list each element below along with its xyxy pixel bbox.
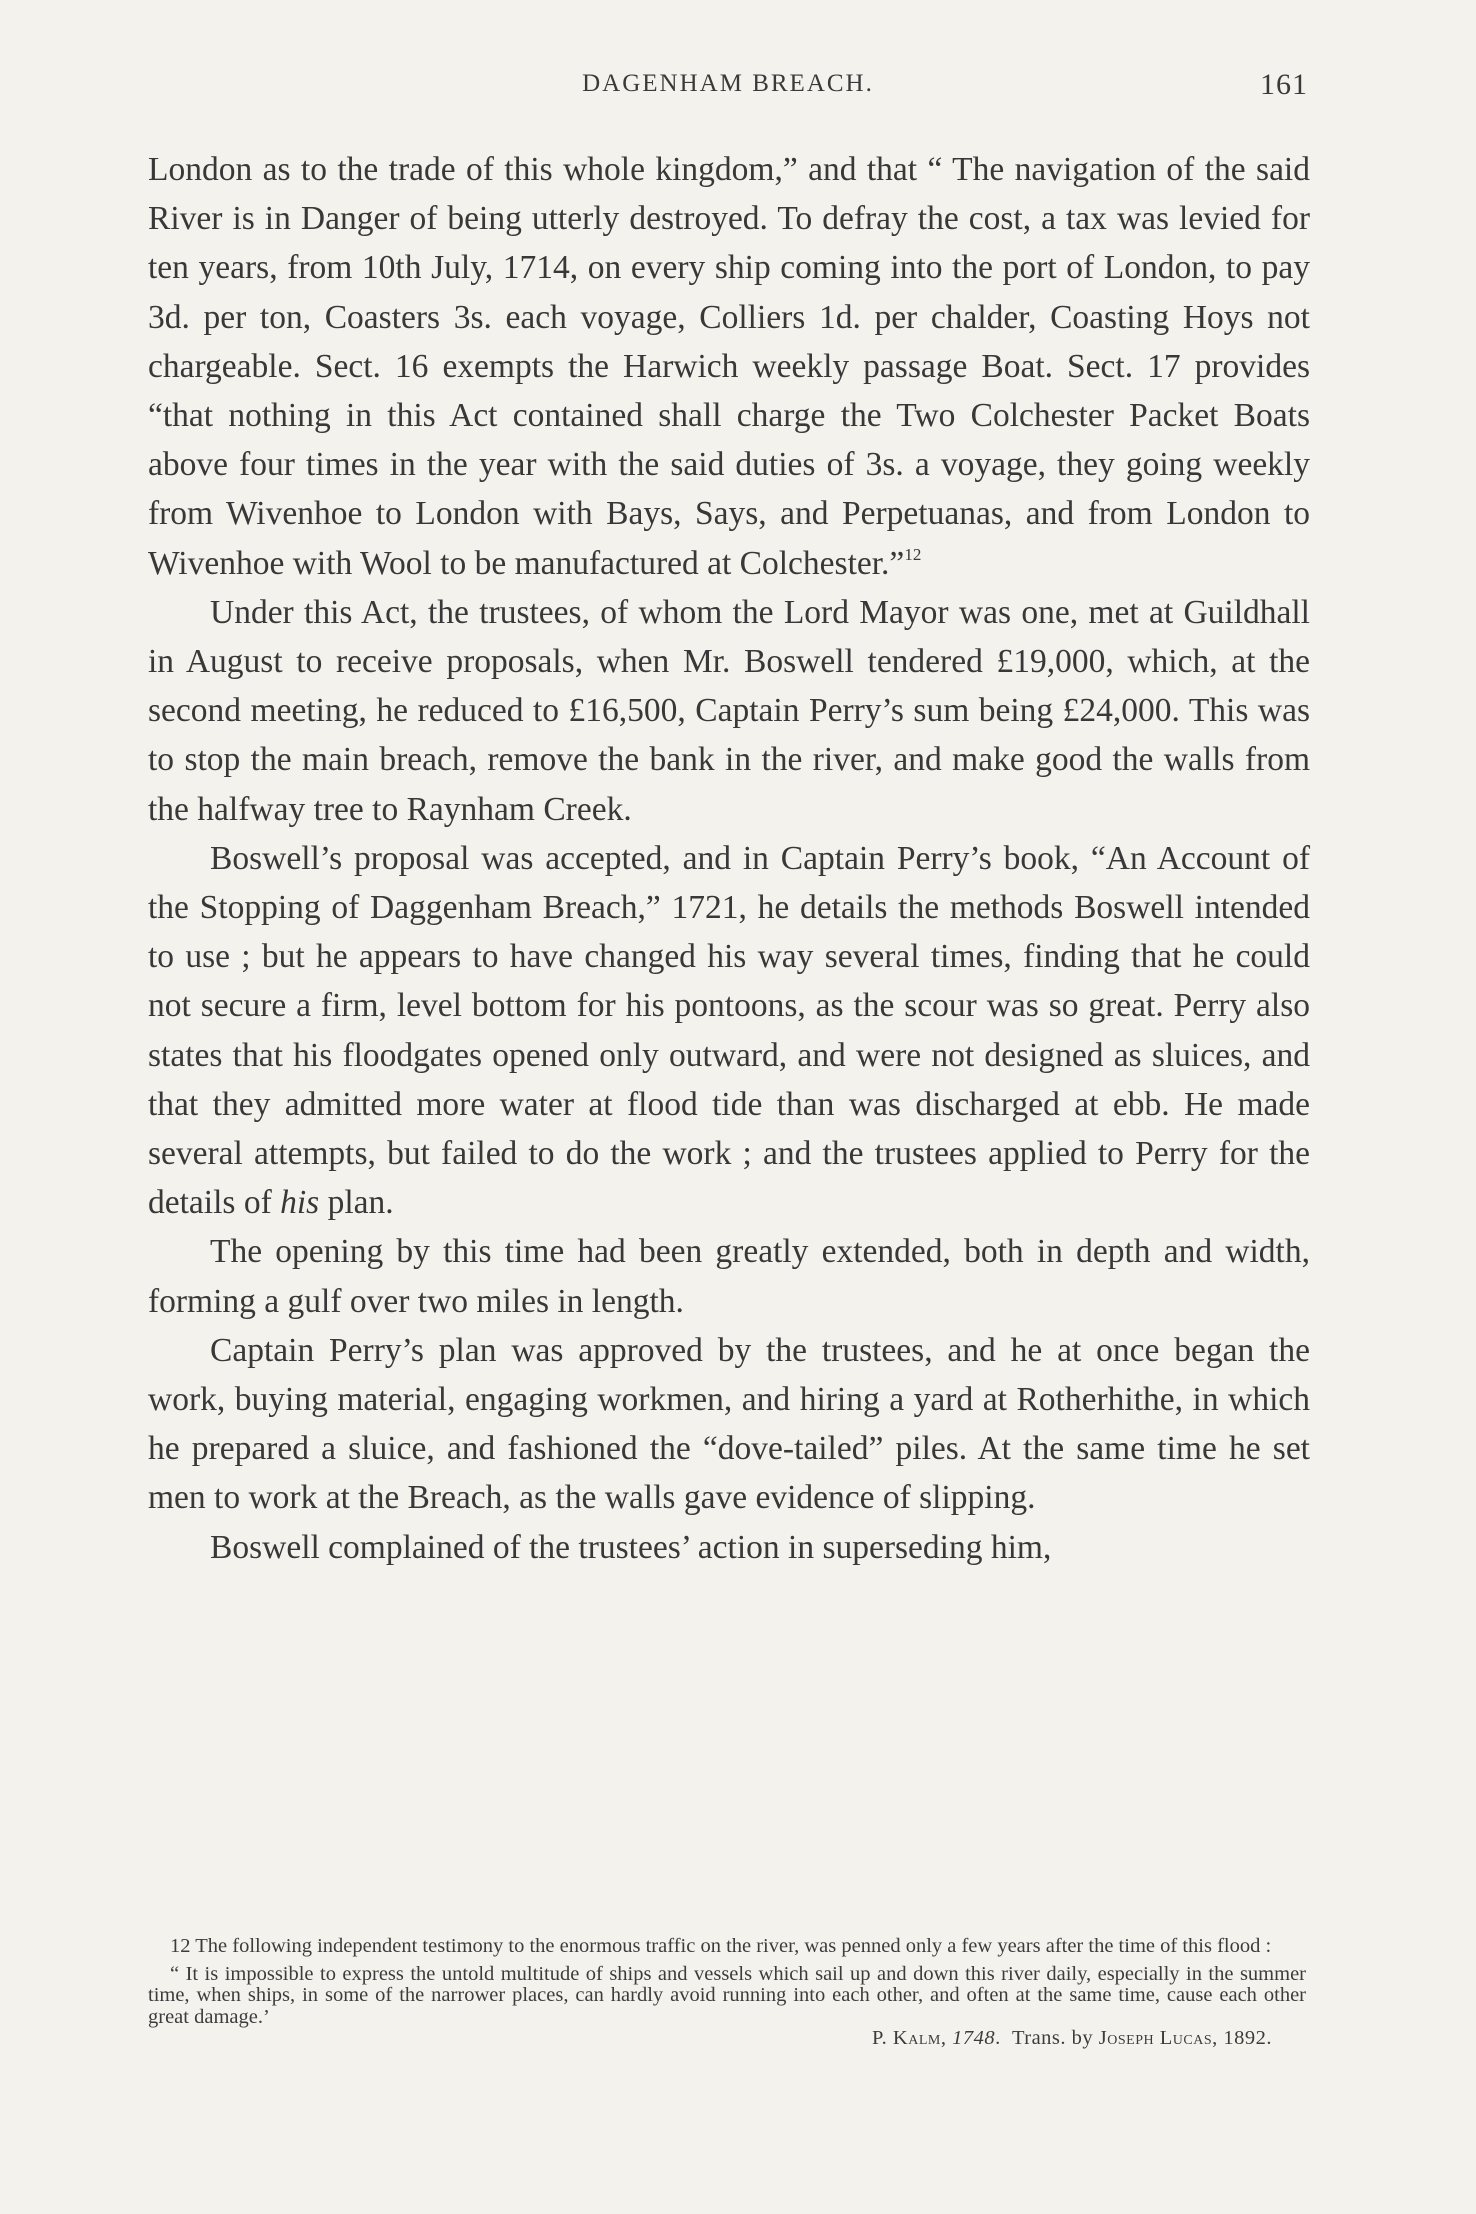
paragraph-continuation xyxy=(148,145,1310,588)
citation-trans-year: 1892 xyxy=(1223,2027,1267,2050)
footnote-text: The following independent testimony to the enormous traffic on the river, was penned only a few years after the time of this flood : xyxy=(195,1935,1272,1957)
footnote-number: 12 xyxy=(170,1935,191,1957)
footnote-intro xyxy=(148,1936,1306,1958)
paragraph: Captain Perry’s plan was approved by the trustees, and he at once began the work, buying material, engaging workmen, and hiring a yard at Rotherhithe, in which he prepared a sluice, and fashioned the “dove-tailed” piles. At the same time he set men to work at the Breach, as the walls gave evidence of slipping. xyxy=(148,1331,1310,1517)
citation-trans-label: Trans. by xyxy=(1011,2027,1094,2050)
running-title: DAGENHAM BREACH. xyxy=(582,70,874,97)
paragraph-text: London as to the trade of this whole kingdom,” and that “ The navigation of the said River is in Danger of being utterly destroyed. To defray the cost, a tax was levied for ten years, from 10th July, 1714, on every ship coming into the port of London, to pay 3d. per ton, Coasters 3s. each voyage, Colliers 1d. per chalder, Coasting Hoys not chargeable. Sect. 16 exempts the Harwich weekly passage Boat. Sect. 17 provides “that nothing in this Act contained shall charge the Two Colchester Packet Boats above four times in the year with the said duties of 3s. a voyage, they going weekly from Wivenhoe to London with Bays, Says, and Perpetuanas, and from London to Wivenhoe with Wool to be manufactured at Colchester.” xyxy=(148,151,1310,582)
footnotes xyxy=(148,1936,1306,2050)
running-head xyxy=(148,70,1308,110)
body-text xyxy=(148,145,1310,1572)
citation-year: 1748 xyxy=(952,2027,996,2050)
paragraph: The opening by this time had been greatly extended, both in depth and width, forming a gulf over two miles in length. xyxy=(148,1233,1310,1320)
paragraph: Under this Act, the trustees, of whom the Lord Mayor was one, met at Guildhall in August to receive proposals, when Mr. Boswell tendered £19,000, which, at the second meeting, he reduced to £16,500, Captain Perry’s sum being £24,000. This was to stop the main breach, remove the bank in the river, and make good the walls from the halfway tree to Raynham Creek. xyxy=(148,593,1310,828)
page-number: 161 xyxy=(1260,68,1308,101)
paragraph-text: Boswell’s proposal was accepted, and in Captain Perry’s book, “An Account of the Stopping of Daggenham Breach,” 1721, he details the methods Boswell intended to use ; but he appears to have changed his way several times, finding that he could not secure a firm, level bottom for his pontoons, as the scour was so great. Perry also states that his floodgates opened only outward, and were not designed as sluices, and that they admitted more water at flood tide than was discharged at ebb. He made several attempts, but failed to do the work ; and the trustees applied to Perry for the details of xyxy=(148,839,1310,1222)
paragraph: Boswell complained of the trustees’ action in superseding him, xyxy=(210,1528,1052,1566)
footnote-citation: P. Kalm, 1748. Trans. by Joseph Lucas, 1892. xyxy=(872,2027,1272,2050)
citation-translator: Joseph Lucas xyxy=(1098,2027,1213,2050)
paragraph xyxy=(148,834,1310,1228)
paragraph-text: plan. xyxy=(319,1184,394,1222)
footnote-reference: 12 xyxy=(904,544,922,564)
footnote-quote: “ It is impossible to express the untold multitude of ships and vessels which sail up and down this river daily, especially in the summer time, when ships, in some of the narrower places, can hardly avoid running into each other, and often at the same time, cause each other great damage.’ xyxy=(148,1962,1306,2028)
emphasis-text: his xyxy=(280,1184,320,1222)
citation-author: P. Kalm xyxy=(872,2027,941,2050)
